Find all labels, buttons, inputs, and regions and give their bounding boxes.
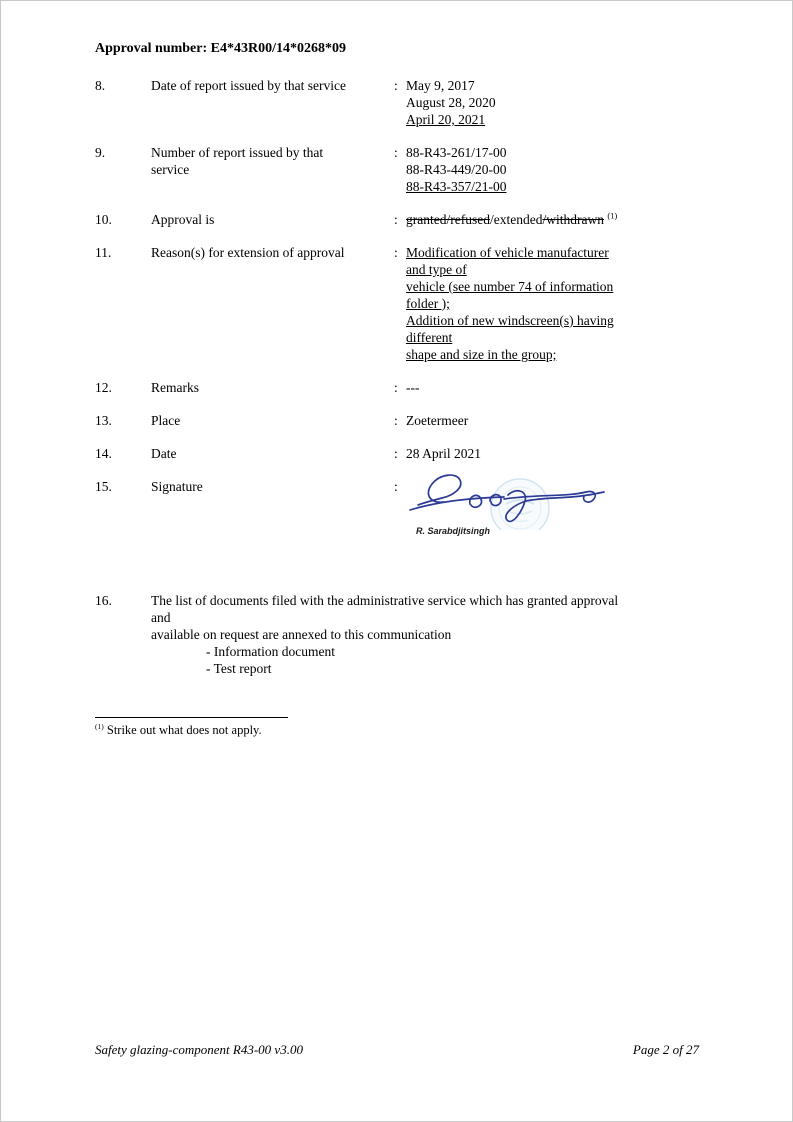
item-label-line: Signature [151,479,203,494]
item-number: 8. [95,78,106,93]
item-label [151,244,394,363]
footnote-marker: (1) [95,721,104,731]
item-label [151,211,394,228]
annexed-documents-list [151,643,621,677]
footnote-section [95,717,621,739]
date-value: 28 April 2021 [406,446,482,461]
reason-line: shape and size in the group; [406,347,557,362]
colon-separator: : [394,245,398,260]
signature-image [408,468,618,530]
footer-document-title: Safety glazing-component R43-00 v3.00 [95,1042,303,1057]
item-number: 16. [95,593,112,608]
place-value: Zoetermeer [406,413,469,428]
struck-option-granted-refused: granted/refused [406,212,490,227]
item-row-9 [95,144,621,195]
signatory-name: R. Sarabdjitsingh [416,526,491,536]
footnote-body: Strike out what does not apply. [103,723,262,737]
footnote-text [95,722,621,739]
approval-status-value [405,211,621,228]
item-label-line: Approval is [151,212,215,227]
colon-separator: : [394,145,398,160]
report-number-3: 88-R43-357/21-00 [406,179,507,194]
item-label [151,445,394,462]
kept-option-extended: /extended [489,212,543,227]
item-number: 11. [95,245,112,260]
statement-line: The list of documents filed with the administrative service which has granted approval and [151,593,619,625]
extension-reason-value [405,244,621,363]
item-label-line: Number of report issued by that [151,145,324,160]
struck-option-withdrawn: /withdrawn [542,212,604,227]
colon-separator: : [394,479,398,494]
item-value [405,144,621,195]
item-label-line: service [151,162,190,177]
documents-statement [151,592,621,677]
report-date-1: May 9, 2017 [406,78,475,93]
item-value [405,77,621,128]
item-row-10 [95,211,621,228]
colon-separator: : [394,380,398,395]
approval-number-value: E4*43R00/14*0268*09 [210,41,346,56]
item-label-line: Date of report issued by that service [151,78,346,93]
item-label-line: Place [151,413,181,428]
item-row-13 [95,412,621,429]
item-label-line: Remarks [151,380,199,395]
colon-separator: : [394,212,398,227]
item-number: 15. [95,479,112,494]
footer-page-number: Page 2 of 27 [632,1042,699,1057]
remarks-value: --- [406,380,420,395]
item-number: 12. [95,380,112,395]
report-date-3: April 20, 2021 [406,112,486,127]
colon-separator: : [394,413,398,428]
colon-separator: : [394,78,398,93]
page-footer [95,1041,699,1058]
reason-line: Addition of new windscreen(s) having different [406,313,614,345]
item-row-14 [95,445,621,462]
statement-line: available on request are annexed to this communication [151,627,452,642]
report-number-1: 88-R43-261/17-00 [406,145,507,160]
footnote-divider [95,717,288,718]
footnote-reference: (1) [607,210,618,221]
item-number: 13. [95,413,112,428]
item-number: 10. [95,212,112,227]
report-number-2: 88-R43-449/20-00 [406,162,507,177]
document-content [1,1,621,739]
approval-number-heading [95,40,621,57]
item-label [151,478,394,540]
item-number: 14. [95,446,112,461]
item-label [151,77,394,128]
list-item: - Test report [206,661,272,676]
item-row-15 [95,478,621,540]
item-row-11 [95,244,621,363]
item-label [151,412,394,429]
item-number: 9. [95,145,106,160]
item-label [151,144,394,195]
item-row-8 [95,77,621,128]
item-row-16 [95,592,621,677]
reason-line: Modification of vehicle manufacturer and type of [406,245,609,277]
item-label-line: Date [151,446,177,461]
colon-separator: : [394,446,398,461]
item-label-line: Reason(s) for extension of approval [151,245,345,260]
report-date-2: August 28, 2020 [406,95,496,110]
item-label [151,379,394,396]
list-item: - Information document [206,644,335,659]
reason-line: vehicle (see number 74 of information folder ); [406,279,614,311]
signature-area [405,478,621,540]
approval-number-label: Approval number: [95,41,208,56]
item-row-12 [95,379,621,396]
